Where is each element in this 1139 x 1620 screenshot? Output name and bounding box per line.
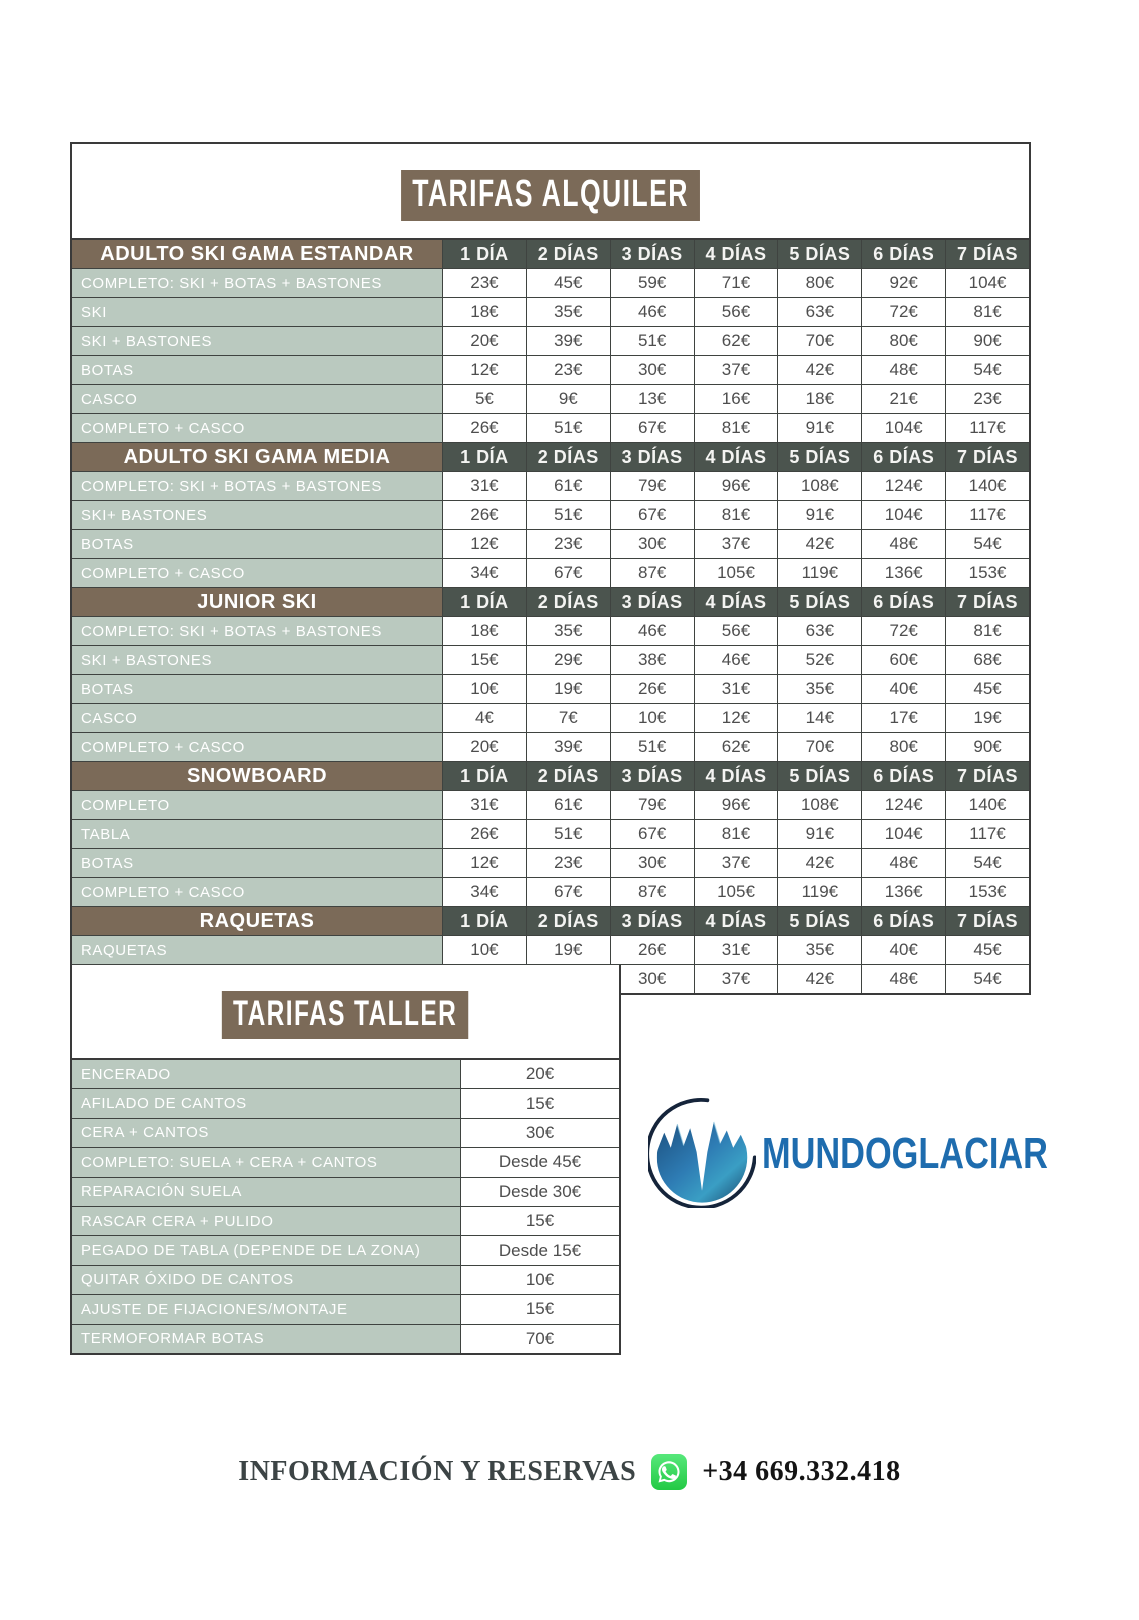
price-cell: 56€ <box>695 617 778 645</box>
price-cell: 23€ <box>443 269 526 297</box>
price-cell: 31€ <box>443 791 526 819</box>
day-header: 1 DÍA <box>443 443 526 471</box>
price-cell: 62€ <box>695 733 778 761</box>
price-cell: 104€ <box>862 501 945 529</box>
section-header: SNOWBOARD <box>72 762 442 790</box>
price-cell: 18€ <box>778 385 861 413</box>
price-cell: 40€ <box>862 675 945 703</box>
service-label: QUITAR ÓXIDO DE CANTOS <box>72 1266 460 1294</box>
day-header: 6 DÍAS <box>862 588 945 616</box>
day-header: 4 DÍAS <box>695 443 778 471</box>
service-label: CERA + CANTOS <box>72 1119 460 1147</box>
price-cell: 18€ <box>443 617 526 645</box>
price-cell: 80€ <box>862 733 945 761</box>
price-cell: 105€ <box>695 878 778 906</box>
price-cell: 51€ <box>527 414 610 442</box>
price-cell: 61€ <box>527 472 610 500</box>
day-header: 5 DÍAS <box>778 240 861 268</box>
item-label: COMPLETO <box>72 791 442 819</box>
item-label: COMPLETO + CASCO <box>72 559 442 587</box>
price-cell: 96€ <box>695 791 778 819</box>
price-cell: 59€ <box>611 269 694 297</box>
service-price-cell: Desde 15€ <box>461 1236 619 1264</box>
service-price-cell: Desde 30€ <box>461 1178 619 1206</box>
service-price-cell: 70€ <box>461 1325 619 1353</box>
day-header: 4 DÍAS <box>695 907 778 935</box>
service-price-cell: Desde 45€ <box>461 1148 619 1176</box>
price-cell: 80€ <box>862 327 945 355</box>
price-cell: 23€ <box>946 385 1029 413</box>
price-cell: 29€ <box>527 646 610 674</box>
price-cell: 104€ <box>862 820 945 848</box>
price-cell: 104€ <box>862 414 945 442</box>
price-cell: 46€ <box>611 298 694 326</box>
price-cell: 48€ <box>862 849 945 877</box>
item-label: CASCO <box>72 385 442 413</box>
price-cell: 81€ <box>946 298 1029 326</box>
item-label: COMPLETO: SKI + BOTAS + BASTONES <box>72 269 442 297</box>
price-cell: 63€ <box>778 298 861 326</box>
price-cell: 42€ <box>778 849 861 877</box>
price-cell: 9€ <box>527 385 610 413</box>
price-cell: 34€ <box>443 559 526 587</box>
price-cell: 7€ <box>527 704 610 732</box>
day-header: 3 DÍAS <box>611 762 694 790</box>
price-cell: 140€ <box>946 791 1029 819</box>
price-cell: 16€ <box>695 385 778 413</box>
price-cell: 104€ <box>946 269 1029 297</box>
service-price-cell: 20€ <box>461 1060 619 1088</box>
day-header: 6 DÍAS <box>862 443 945 471</box>
price-cell: 39€ <box>527 327 610 355</box>
price-cell: 140€ <box>946 472 1029 500</box>
price-cell: 12€ <box>443 356 526 384</box>
price-cell: 87€ <box>611 559 694 587</box>
item-label: BOTAS <box>72 849 442 877</box>
price-cell: 67€ <box>611 414 694 442</box>
item-label: RAQUETAS <box>72 936 442 964</box>
price-cell: 42€ <box>778 965 861 993</box>
price-cell: 79€ <box>611 472 694 500</box>
brand-logo <box>648 1096 1048 1212</box>
price-cell: 35€ <box>778 675 861 703</box>
price-cell: 153€ <box>946 878 1029 906</box>
price-cell: 35€ <box>527 617 610 645</box>
section-header: RAQUETAS <box>72 907 442 935</box>
price-cell: 15€ <box>443 646 526 674</box>
price-cell: 117€ <box>946 820 1029 848</box>
price-cell: 119€ <box>778 559 861 587</box>
price-cell: 20€ <box>443 733 526 761</box>
price-cell: 80€ <box>778 269 861 297</box>
price-cell: 35€ <box>778 936 861 964</box>
day-header: 6 DÍAS <box>862 907 945 935</box>
item-label: SKI <box>72 298 442 326</box>
price-cell: 117€ <box>946 501 1029 529</box>
price-cell: 17€ <box>862 704 945 732</box>
day-header: 7 DÍAS <box>946 762 1029 790</box>
service-price-cell: 15€ <box>461 1295 619 1323</box>
contact-phone: +34 669.332.418 <box>702 1456 901 1487</box>
item-label: COMPLETO: SKI + BOTAS + BASTONES <box>72 472 442 500</box>
price-cell: 63€ <box>778 617 861 645</box>
price-cell: 124€ <box>862 472 945 500</box>
price-cell: 70€ <box>778 733 861 761</box>
item-label: BOTAS <box>72 675 442 703</box>
price-cell: 10€ <box>443 675 526 703</box>
price-cell: 37€ <box>695 530 778 558</box>
day-header: 4 DÍAS <box>695 588 778 616</box>
price-cell: 31€ <box>443 472 526 500</box>
item-label: SKI + BASTONES <box>72 327 442 355</box>
day-header: 2 DÍAS <box>527 240 610 268</box>
price-cell: 30€ <box>611 849 694 877</box>
service-label: RASCAR CERA + PULIDO <box>72 1207 460 1235</box>
price-cell: 46€ <box>695 646 778 674</box>
price-cell: 51€ <box>611 733 694 761</box>
price-cell: 19€ <box>527 936 610 964</box>
section-header: JUNIOR SKI <box>72 588 442 616</box>
price-cell: 136€ <box>862 559 945 587</box>
service-label: COMPLETO: SUELA + CERA + CANTOS <box>72 1148 460 1176</box>
price-cell: 45€ <box>946 675 1029 703</box>
rental-title: TARIFAS ALQUILER <box>401 170 700 221</box>
workshop-rates-panel <box>70 965 621 1346</box>
price-cell: 12€ <box>443 849 526 877</box>
price-cell: 48€ <box>862 965 945 993</box>
rental-rates-panel <box>70 142 1031 988</box>
price-cell: 30€ <box>611 356 694 384</box>
price-cell: 72€ <box>862 298 945 326</box>
item-label: SKI + BASTONES <box>72 646 442 674</box>
price-cell: 37€ <box>695 356 778 384</box>
price-cell: 20€ <box>443 327 526 355</box>
price-cell: 67€ <box>611 820 694 848</box>
price-cell: 12€ <box>695 704 778 732</box>
price-cell: 37€ <box>695 965 778 993</box>
price-cell: 38€ <box>611 646 694 674</box>
price-cell: 54€ <box>946 530 1029 558</box>
price-cell: 13€ <box>611 385 694 413</box>
price-cell: 45€ <box>946 936 1029 964</box>
price-cell: 71€ <box>695 269 778 297</box>
price-cell: 54€ <box>946 965 1029 993</box>
price-cell: 108€ <box>778 791 861 819</box>
price-cell: 21€ <box>862 385 945 413</box>
day-header: 4 DÍAS <box>695 762 778 790</box>
whatsapp-icon <box>650 1453 688 1491</box>
price-cell: 45€ <box>527 269 610 297</box>
price-cell: 4€ <box>443 704 526 732</box>
price-cell: 48€ <box>862 530 945 558</box>
price-cell: 68€ <box>946 646 1029 674</box>
service-label: ENCERADO <box>72 1060 460 1088</box>
price-cell: 51€ <box>611 327 694 355</box>
price-cell: 81€ <box>695 501 778 529</box>
price-cell: 37€ <box>695 849 778 877</box>
contact-footer <box>0 1448 1139 1496</box>
price-cell: 87€ <box>611 878 694 906</box>
price-cell: 42€ <box>778 356 861 384</box>
service-label: AFILADO DE CANTOS <box>72 1089 460 1117</box>
price-cell: 81€ <box>695 820 778 848</box>
price-cell: 5€ <box>443 385 526 413</box>
item-label: BOTAS <box>72 356 442 384</box>
day-header: 7 DÍAS <box>946 588 1029 616</box>
price-cell: 90€ <box>946 733 1029 761</box>
price-cell: 35€ <box>527 298 610 326</box>
day-header: 7 DÍAS <box>946 907 1029 935</box>
workshop-title: TARIFAS TALLER <box>222 991 469 1039</box>
price-cell: 81€ <box>695 414 778 442</box>
day-header: 5 DÍAS <box>778 588 861 616</box>
price-cell: 14€ <box>778 704 861 732</box>
section-header: ADULTO SKI GAMA MEDIA <box>72 443 442 471</box>
price-cell: 48€ <box>862 356 945 384</box>
price-cell: 30€ <box>611 965 694 993</box>
price-cell: 26€ <box>443 501 526 529</box>
price-cell: 19€ <box>946 704 1029 732</box>
service-price-cell: 15€ <box>461 1207 619 1235</box>
day-header: 2 DÍAS <box>527 588 610 616</box>
price-cell: 26€ <box>443 414 526 442</box>
price-cell: 67€ <box>611 501 694 529</box>
service-label: REPARACIÓN SUELA <box>72 1178 460 1206</box>
price-cell: 26€ <box>611 936 694 964</box>
price-cell: 19€ <box>527 675 610 703</box>
price-cell: 34€ <box>443 878 526 906</box>
service-label: PEGADO DE TABLA (DEPENDE DE LA ZONA) <box>72 1236 460 1264</box>
day-header: 3 DÍAS <box>611 907 694 935</box>
price-cell: 56€ <box>695 298 778 326</box>
item-label: COMPLETO: SKI + BOTAS + BASTONES <box>72 617 442 645</box>
day-header: 7 DÍAS <box>946 240 1029 268</box>
price-cell: 42€ <box>778 530 861 558</box>
price-cell: 136€ <box>862 878 945 906</box>
day-header: 5 DÍAS <box>778 443 861 471</box>
service-label: TERMOFORMAR BOTAS <box>72 1325 460 1353</box>
day-header: 3 DÍAS <box>611 240 694 268</box>
price-cell: 26€ <box>443 820 526 848</box>
price-cell: 18€ <box>443 298 526 326</box>
service-price-cell: 15€ <box>461 1089 619 1117</box>
day-header: 1 DÍA <box>443 907 526 935</box>
day-header: 2 DÍAS <box>527 443 610 471</box>
item-label: BOTAS <box>72 530 442 558</box>
service-label: AJUSTE DE FIJACIONES/MONTAJE <box>72 1295 460 1323</box>
price-cell: 91€ <box>778 820 861 848</box>
workshop-price-table <box>70 1058 621 1355</box>
price-cell: 79€ <box>611 791 694 819</box>
price-cell: 60€ <box>862 646 945 674</box>
item-label: COMPLETO + CASCO <box>72 733 442 761</box>
item-label: TABLA <box>72 820 442 848</box>
day-header: 5 DÍAS <box>778 907 861 935</box>
price-cell: 23€ <box>527 356 610 384</box>
section-header: ADULTO SKI GAMA ESTANDAR <box>72 240 442 268</box>
price-cell: 90€ <box>946 327 1029 355</box>
price-cell: 62€ <box>695 327 778 355</box>
price-cell: 10€ <box>443 936 526 964</box>
price-cell: 92€ <box>862 269 945 297</box>
price-cell: 108€ <box>778 472 861 500</box>
price-cell: 117€ <box>946 414 1029 442</box>
price-cell: 91€ <box>778 501 861 529</box>
price-cell: 51€ <box>527 501 610 529</box>
price-cell: 70€ <box>778 327 861 355</box>
item-label: COMPLETO + CASCO <box>72 878 442 906</box>
day-header: 3 DÍAS <box>611 443 694 471</box>
item-label: CASCO <box>72 704 442 732</box>
brand-name: MUNDOGLACIAR <box>762 1129 1048 1178</box>
price-cell: 26€ <box>611 675 694 703</box>
rental-price-table <box>70 238 1031 995</box>
service-price-cell: 30€ <box>461 1119 619 1147</box>
contact-label: INFORMACIÓN Y RESERVAS <box>238 1456 637 1487</box>
item-label: SKI+ BASTONES <box>72 501 442 529</box>
day-header: 2 DÍAS <box>527 762 610 790</box>
price-cell: 31€ <box>695 936 778 964</box>
price-cell: 30€ <box>611 530 694 558</box>
price-cell: 23€ <box>527 849 610 877</box>
price-cell: 10€ <box>611 704 694 732</box>
item-label: COMPLETO + CASCO <box>72 414 442 442</box>
price-cell: 67€ <box>527 878 610 906</box>
price-cell: 39€ <box>527 733 610 761</box>
glacier-mountain-icon <box>648 1096 756 1213</box>
price-cell: 119€ <box>778 878 861 906</box>
day-header: 7 DÍAS <box>946 443 1029 471</box>
day-header: 4 DÍAS <box>695 240 778 268</box>
price-cell: 40€ <box>862 936 945 964</box>
price-cell: 72€ <box>862 617 945 645</box>
price-cell: 67€ <box>527 559 610 587</box>
price-cell: 46€ <box>611 617 694 645</box>
price-cell: 51€ <box>527 820 610 848</box>
price-cell: 91€ <box>778 414 861 442</box>
day-header: 2 DÍAS <box>527 907 610 935</box>
price-cell: 52€ <box>778 646 861 674</box>
day-header: 1 DÍA <box>443 588 526 616</box>
day-header: 6 DÍAS <box>862 240 945 268</box>
price-cell: 96€ <box>695 472 778 500</box>
price-cell: 12€ <box>443 530 526 558</box>
price-cell: 31€ <box>695 675 778 703</box>
price-cell: 81€ <box>946 617 1029 645</box>
price-cell: 105€ <box>695 559 778 587</box>
day-header: 6 DÍAS <box>862 762 945 790</box>
service-price-cell: 10€ <box>461 1266 619 1294</box>
price-cell: 153€ <box>946 559 1029 587</box>
price-cell: 54€ <box>946 849 1029 877</box>
price-cell: 124€ <box>862 791 945 819</box>
price-cell: 61€ <box>527 791 610 819</box>
price-cell: 23€ <box>527 530 610 558</box>
day-header: 3 DÍAS <box>611 588 694 616</box>
day-header: 1 DÍA <box>443 240 526 268</box>
day-header: 5 DÍAS <box>778 762 861 790</box>
price-cell: 54€ <box>946 356 1029 384</box>
day-header: 1 DÍA <box>443 762 526 790</box>
